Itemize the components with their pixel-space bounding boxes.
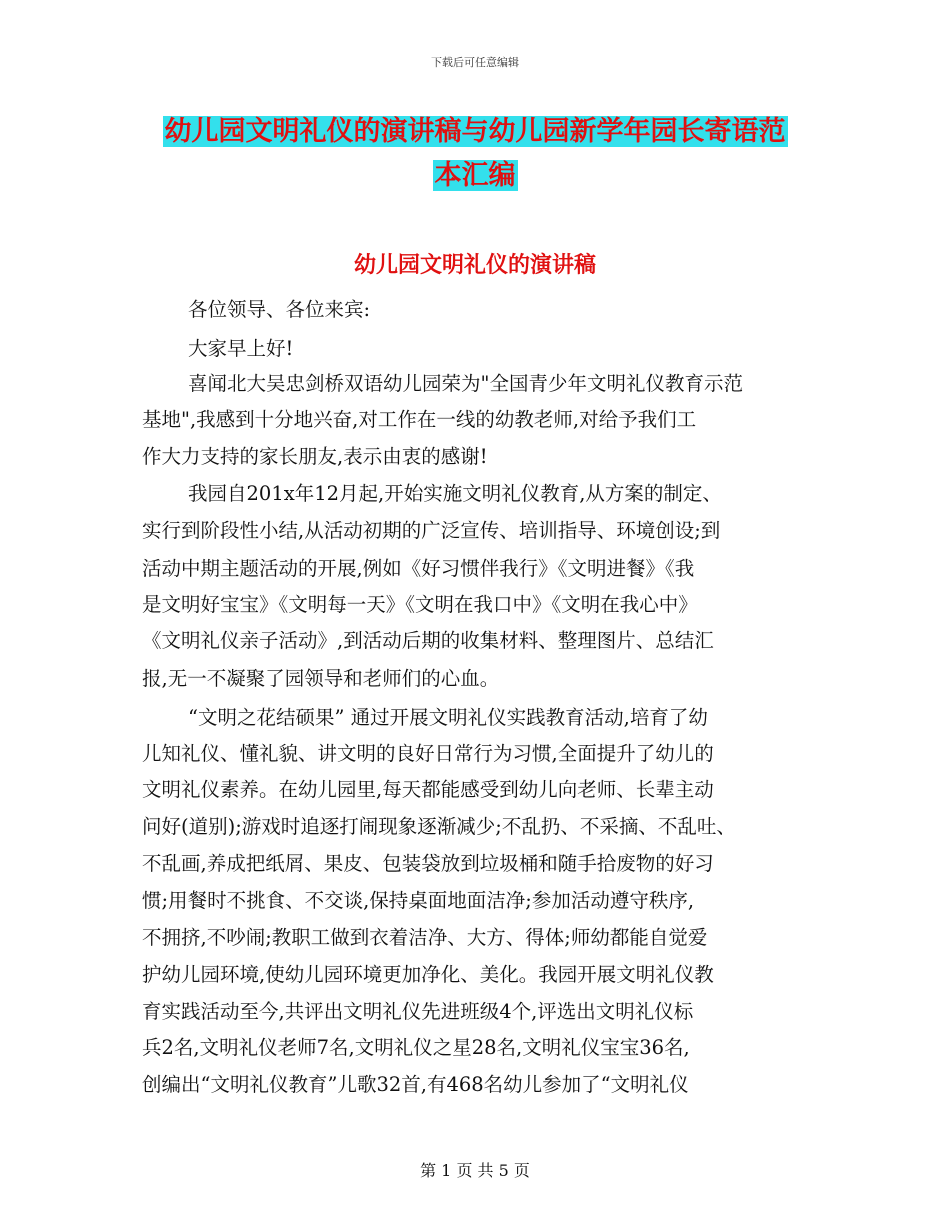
paragraph-line: 喜闻北大吴忠剑桥双语幼儿园荣为"全国青少年文明礼仪教育示范 [188, 372, 743, 395]
page-number-footer: 第 1 页 共 5 页 [420, 1161, 530, 1180]
paragraph-line: 大家早上好! [188, 337, 294, 360]
title-highlight: 本汇编 [434, 160, 516, 191]
paragraph-line: 是文明好宝宝》《文明每一天》《文明在我口中》《文明在我心中》 [142, 593, 698, 616]
document-title-line-2 [0, 156, 950, 196]
paragraph-line: 《文明礼仪亲子活动》,到活动后期的收集材料、整理图片、总结汇 [142, 629, 714, 652]
paragraph-line: 各位领导、各位来宾: [188, 298, 371, 321]
header-note: 下载后可任意编辑 [431, 56, 519, 69]
paragraph-line: 创编出“文明礼仪教育”儿歌32首,有468名幼儿参加了“文明礼仪 [142, 1073, 689, 1096]
paragraph-line: 基地",我感到十分地兴奋,对工作在一线的幼教老师,对给予我们工 [142, 408, 697, 431]
paragraph-line: 我园自201x年12月起,开始实施文明礼仪教育,从方案的制定、 [188, 482, 722, 505]
paragraph-line: 育实践活动至今,共评出文明礼仪先进班级4个,评选出文明礼仪标 [142, 1000, 694, 1023]
paragraph-line: “文明之花结硕果” 通过开展文明礼仪实践教育活动,培育了幼 [188, 706, 708, 729]
paragraph-line: 兵2名,文明礼仪老师7名,文明礼仪之星28名,文明礼仪宝宝36名, [142, 1036, 690, 1059]
paragraph-line: 文明礼仪素养。在幼儿园里,每天都能感受到幼儿向老师、长辈主动 [142, 778, 714, 801]
section-title: 幼儿园文明礼仪的演讲稿 [353, 253, 596, 278]
paragraph-line: 不拥挤,不吵闹;教职工做到衣着洁净、大方、得体;师幼都能自觉爱 [142, 926, 708, 949]
paragraph-line: 实行到阶段性小结,从活动初期的广泛宣传、培训指导、环境创设;到 [142, 519, 721, 542]
paragraph-line: 报,无一不凝聚了园领导和老师们的心血。 [142, 667, 500, 690]
title-highlight: 幼儿园文明礼仪的演讲稿与幼儿园新学年园长寄语范 [164, 116, 786, 147]
paragraph-line: 护幼儿园环境,使幼儿园环境更加净化、美化。我园开展文明礼仪教 [142, 963, 714, 986]
paragraph-line: 作大力支持的家长朋友,表示由衷的感谢! [142, 445, 488, 468]
paragraph-line: 问好(道别);游戏时追逐打闹现象逐渐减少;不乱扔、不采摘、不乱吐、 [142, 815, 736, 838]
document-title-line-1 [0, 112, 950, 152]
paragraph-line: 儿知礼仪、懂礼貌、讲文明的良好日常行为习惯,全面提升了幼儿的 [142, 742, 714, 765]
paragraph-line: 惯;用餐时不挑食、不交谈,保持桌面地面洁净;参加活动遵守秩序, [142, 889, 695, 912]
paragraph-line: 活动中期主题活动的开展,例如《好习惯伴我行》《文明进餐》《我 [142, 557, 695, 580]
paragraph-line: 不乱画,养成把纸屑、果皮、包装袋放到垃圾桶和随手拾废物的好习 [142, 852, 714, 875]
